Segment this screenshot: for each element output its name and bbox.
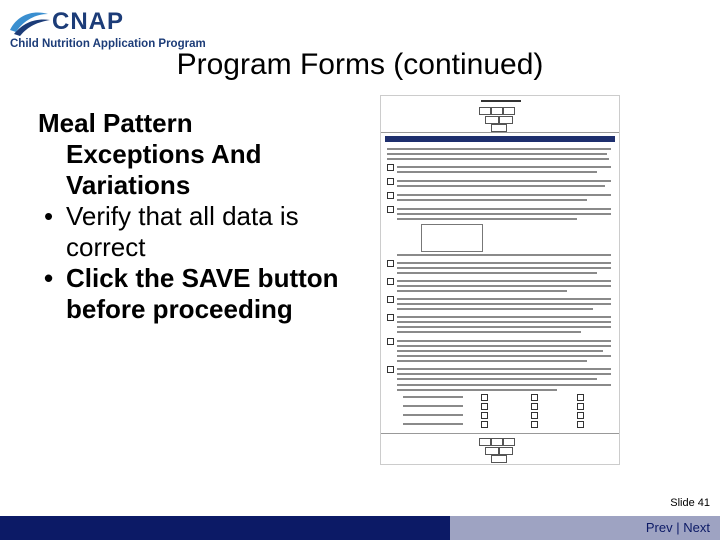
logo-subtitle: Child Nutrition Application Program <box>10 38 206 50</box>
cnap-logo <box>8 8 218 52</box>
slide-navigation <box>646 520 710 535</box>
slide-content <box>38 108 358 325</box>
bullet-icon: • <box>44 263 54 293</box>
bullet-save-text: Click the SAVE button before proceeding <box>66 263 339 324</box>
heading-line-3: Variations <box>66 170 191 200</box>
form-screenshot-header <box>381 96 619 133</box>
nav-separator: | <box>676 520 680 535</box>
bullet-save <box>38 263 358 325</box>
next-link[interactable]: Next <box>683 520 710 535</box>
section-heading <box>38 108 358 201</box>
bullet-icon: • <box>44 201 54 231</box>
bullet-verify-text: Verify that all data is correct <box>66 201 299 262</box>
heading-line-2: Exceptions And <box>66 139 262 169</box>
form-screenshot-footer <box>381 433 619 464</box>
form-screenshot-band <box>385 136 615 142</box>
form-screenshot <box>380 95 620 465</box>
slide-number: Slide 41 <box>670 497 710 509</box>
slide-title: Program Forms (continued) <box>176 48 544 81</box>
footer-bar <box>0 516 720 540</box>
bullet-verify <box>38 201 358 263</box>
cnap-logo-swoosh-icon <box>8 10 52 36</box>
logo-title: CNAP <box>52 8 125 35</box>
prev-link[interactable]: Prev <box>645 520 673 535</box>
heading-line-1: Meal Pattern <box>38 108 193 138</box>
footer-bar-dark <box>0 516 450 540</box>
